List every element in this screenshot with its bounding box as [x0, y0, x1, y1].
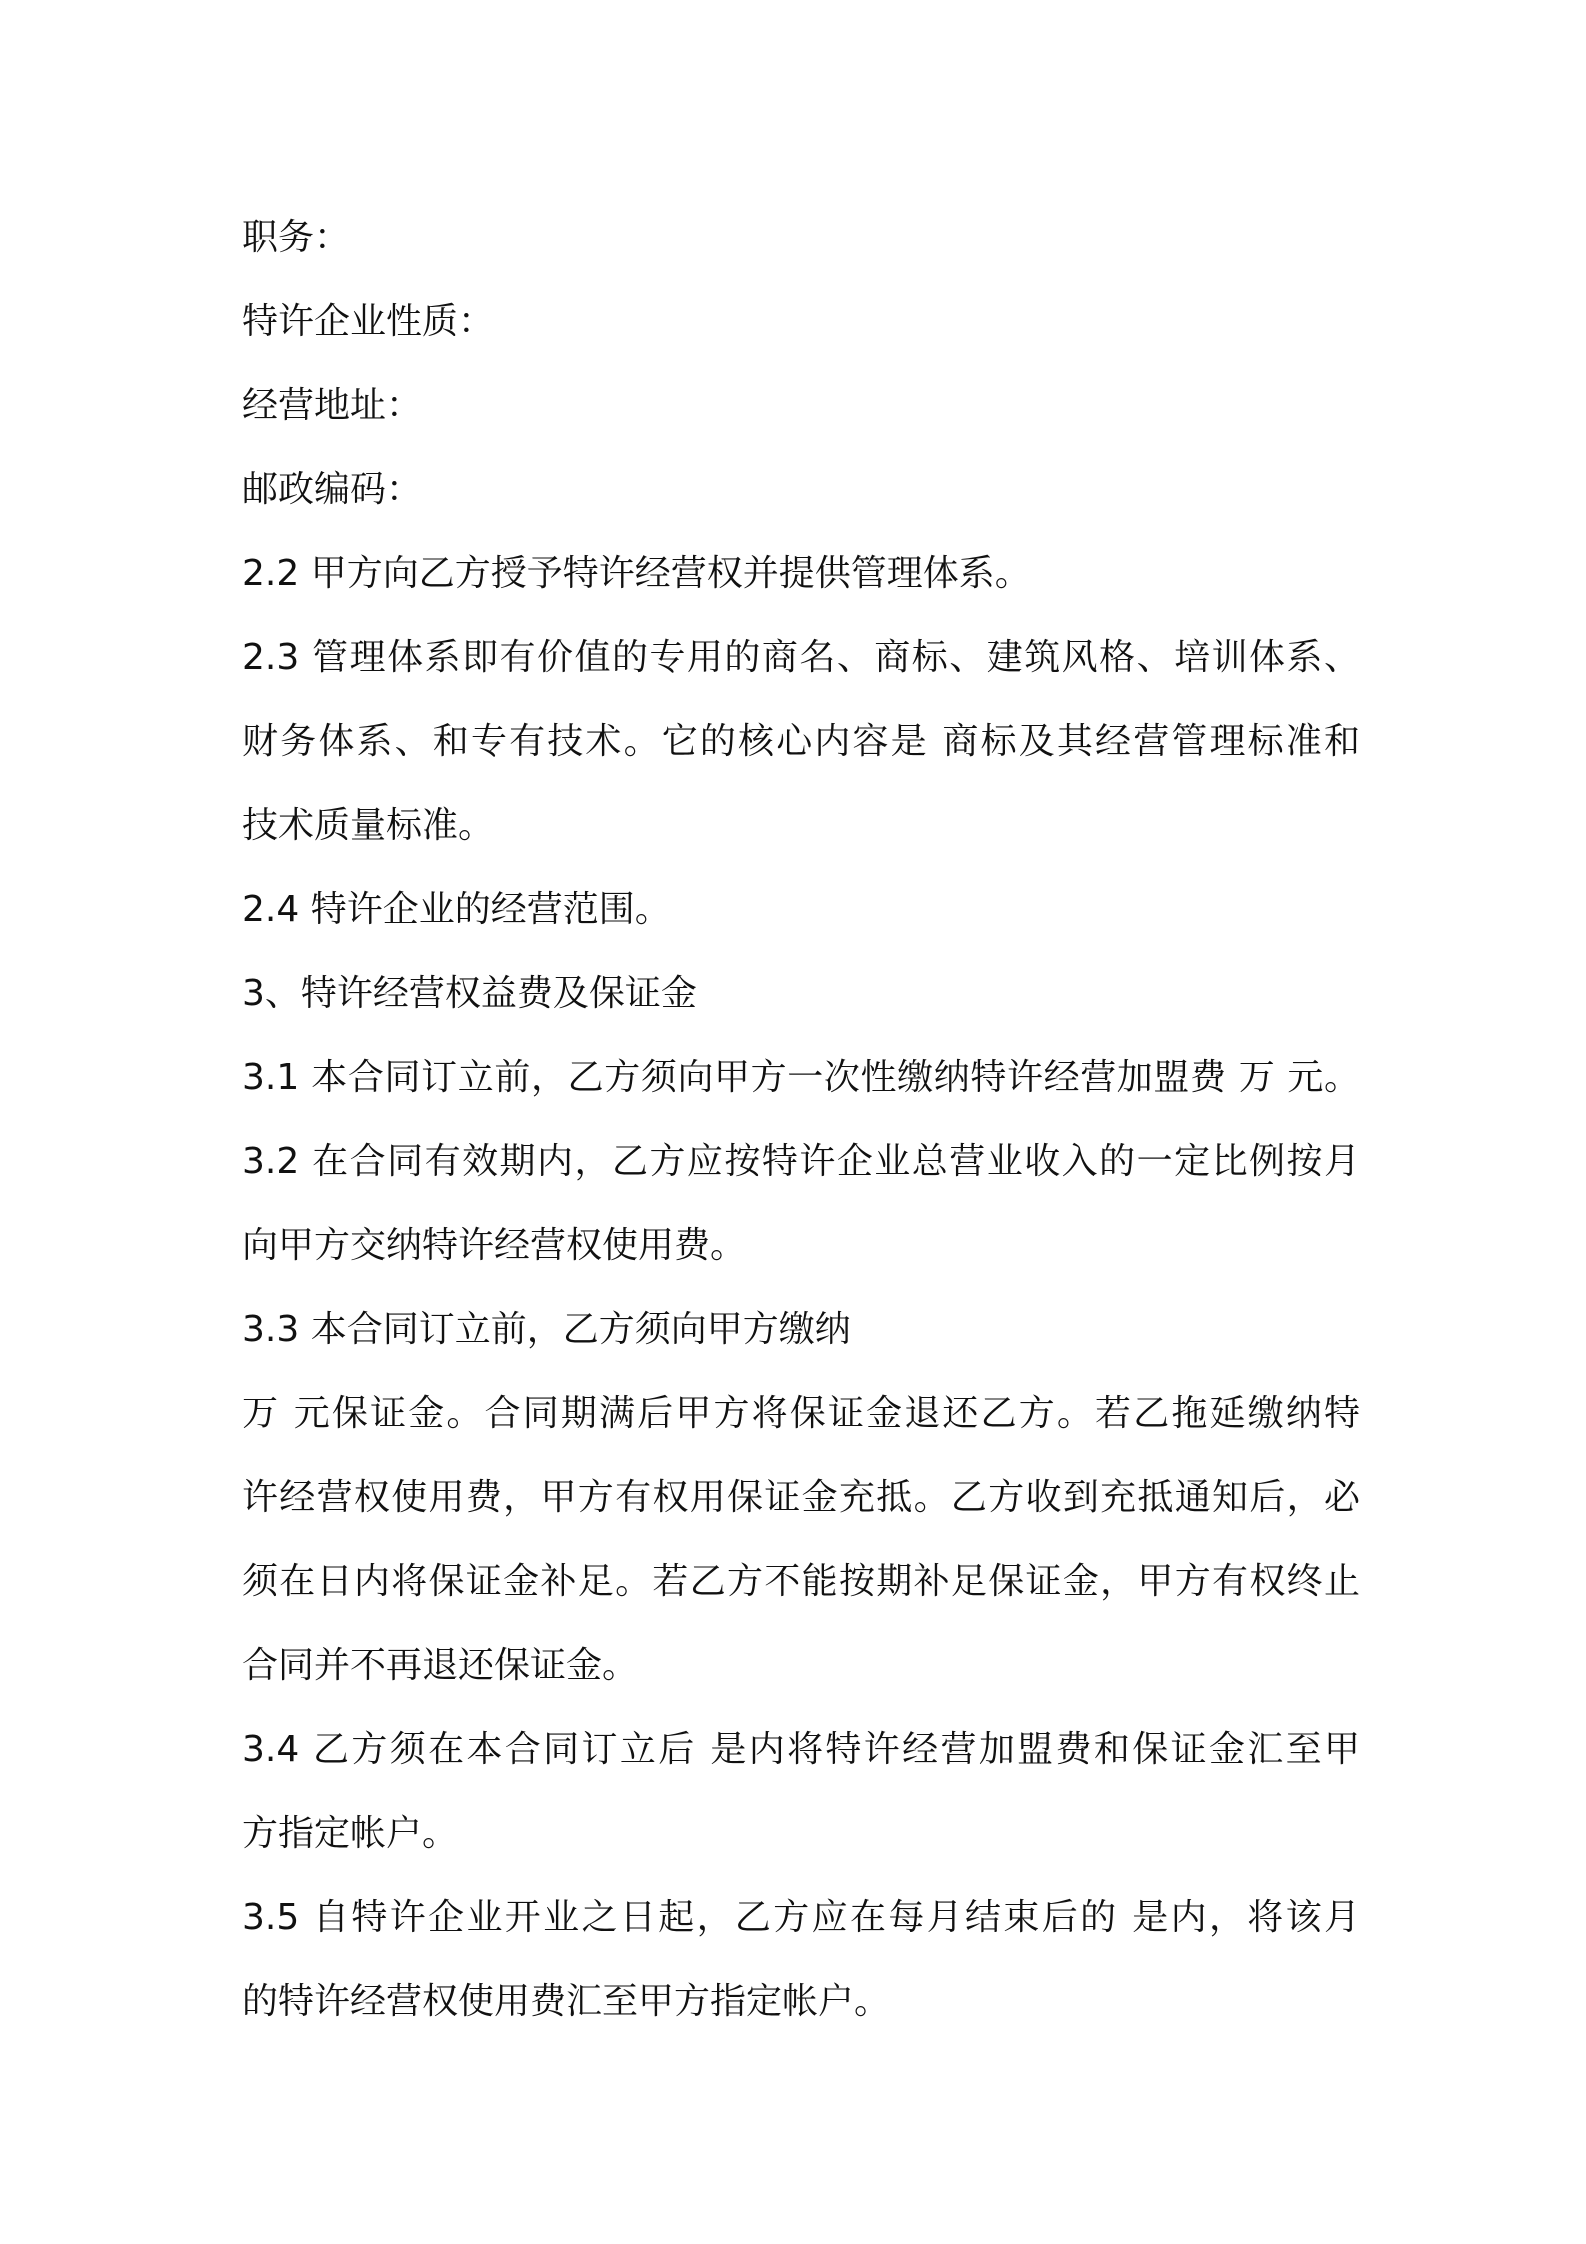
text-line: 2.3 管理体系即有价值的专用的商名、商标、建筑风格、培训体系、	[242, 637, 1360, 678]
text-line: 万 元保证金。合同期满后甲方将保证金退还乙方。若乙拖延缴纳特	[242, 1393, 1360, 1434]
text-line: 向甲方交纳特许经营权使用费。	[242, 1225, 747, 1266]
text-line: 3.5 自特许企业开业之日起，乙方应在每月结束后的 是内，将该月	[242, 1897, 1360, 1938]
text-line: 的特许经营权使用费汇至甲方指定帐户。	[242, 1981, 891, 2022]
text-line: 3.4 乙方须在本合同订立后 是内将特许经营加盟费和保证金汇至甲	[242, 1729, 1360, 1770]
text-line: 技术质量标准。	[242, 805, 495, 846]
text-line: 2.2 甲方向乙方授予特许经营权并提供管理体系。	[242, 553, 1031, 594]
text-line: 特许企业性质：	[242, 301, 495, 342]
text-line: 3.3 本合同订立前，乙方须向甲方缴纳	[242, 1309, 851, 1350]
text-line: 3.2 在合同有效期内，乙方应按特许企业总营业收入的一定比例按月	[242, 1141, 1360, 1182]
text-line: 须在日内将保证金补足。若乙方不能按期补足保证金，甲方有权终止	[242, 1561, 1360, 1602]
text-line: 财务体系、和专有技术。它的核心内容是 商标及其经营管理标准和	[242, 721, 1360, 762]
text-line: 方指定帐户。	[242, 1813, 459, 1854]
text-line: 2.4 特许企业的经营范围。	[242, 889, 671, 930]
section-heading: 3、特许经营权益费及保证金	[242, 973, 697, 1014]
text-line: 经营地址：	[242, 385, 423, 426]
document-body	[242, 196, 1360, 2044]
text-line: 邮政编码：	[242, 469, 423, 510]
text-line: 职务：	[242, 217, 351, 258]
text-line: 3.1 本合同订立前，乙方须向甲方一次性缴纳特许经营加盟费 万 元。	[242, 1057, 1360, 1098]
text-line: 合同并不再退还保证金。	[242, 1645, 639, 1686]
text-line: 许经营权使用费，甲方有权用保证金充抵。乙方收到充抵通知后，必	[242, 1477, 1360, 1518]
